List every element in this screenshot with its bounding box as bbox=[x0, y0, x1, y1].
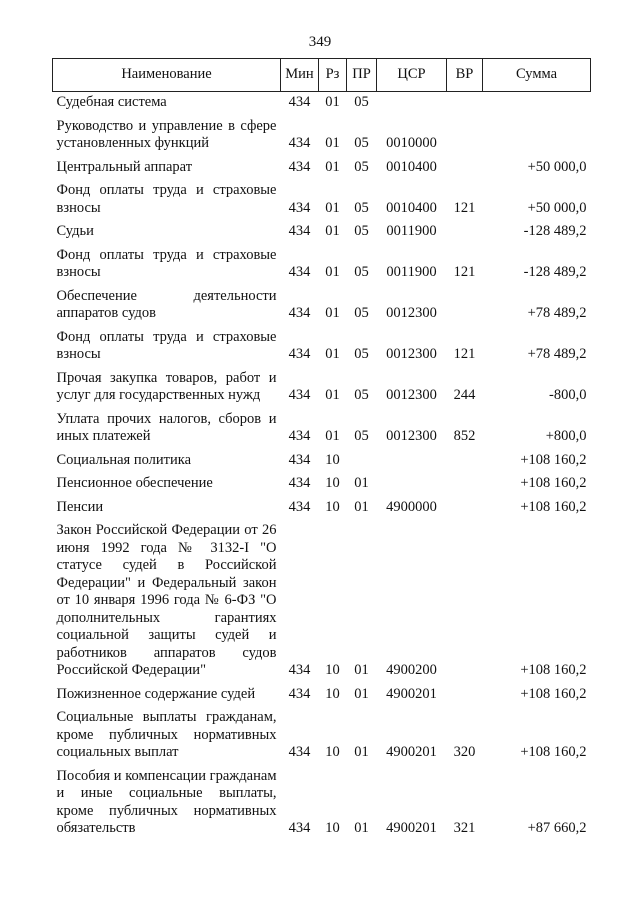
row-csr bbox=[377, 92, 447, 116]
row-pr: 05 bbox=[354, 135, 369, 151]
row-sum: +87 660,2 bbox=[527, 820, 587, 836]
table-row bbox=[53, 520, 591, 684]
budget-table bbox=[52, 58, 591, 842]
table-row bbox=[53, 327, 591, 368]
row-csr: 0012300 bbox=[386, 387, 437, 403]
row-sum: -800,0 bbox=[549, 387, 587, 403]
row-name: Фонд оплаты труда и страховые взносы bbox=[56, 182, 277, 216]
row-csr: 4900201 bbox=[386, 744, 437, 760]
row-name: Судьи bbox=[56, 223, 94, 239]
row-vr bbox=[447, 497, 483, 521]
row-csr: 4900200 bbox=[386, 662, 437, 678]
row-sum: -128 489,2 bbox=[523, 264, 587, 280]
row-name: Социальные выплаты гражданам, кроме публичных нормативных социальных выплат bbox=[56, 709, 277, 760]
table-row bbox=[53, 92, 591, 116]
row-rz: 01 bbox=[325, 346, 340, 362]
row-vr: 320 bbox=[453, 744, 476, 760]
header-csr: ЦСР bbox=[377, 59, 447, 92]
row-min: 434 bbox=[288, 451, 311, 468]
row-sum: +78 489,2 bbox=[527, 305, 587, 321]
table-row bbox=[53, 157, 591, 181]
row-sum: +108 160,2 bbox=[520, 498, 587, 515]
row-csr: 0010000 bbox=[386, 135, 437, 151]
table-row bbox=[53, 684, 591, 708]
row-sum bbox=[483, 92, 591, 116]
row-vr bbox=[447, 221, 483, 245]
table-row bbox=[53, 245, 591, 286]
row-sum: +78 489,2 bbox=[527, 346, 587, 362]
table-row bbox=[53, 450, 591, 474]
row-name: Закон Российской Федерации от 26 июня 1992 года № 3132-I "О статусе судей в Российской Федерации" и Федеральный закон от 10 января 1996 года № 6-ФЗ "О дополнительных гарантиях социальной защиты судей и работников аппаратов судов Российской Федерации" bbox=[56, 522, 277, 678]
row-csr: 0012300 bbox=[386, 428, 437, 444]
row-rz: 01 bbox=[325, 264, 340, 280]
row-rz: 01 bbox=[325, 199, 340, 216]
row-name: Пожизненное содержание судей bbox=[56, 685, 256, 702]
row-name: Руководство и управление в сфере установленных функций bbox=[56, 117, 277, 151]
table-header-row bbox=[53, 59, 591, 92]
row-csr: 4900201 bbox=[386, 820, 437, 836]
row-sum: +50 000,0 bbox=[527, 199, 587, 216]
row-min: 434 bbox=[288, 199, 311, 216]
row-sum: +108 160,2 bbox=[520, 662, 587, 678]
row-min: 434 bbox=[288, 387, 311, 403]
row-min: 434 bbox=[288, 428, 311, 444]
row-name: Обеспечение деятельности аппаратов судов bbox=[56, 287, 277, 321]
row-name: Прочая закупка товаров, работ и услуг для государственных нужд bbox=[56, 369, 277, 403]
row-rz: 10 bbox=[325, 662, 340, 678]
header-rz: Рз bbox=[319, 59, 347, 92]
row-min: 434 bbox=[288, 135, 311, 151]
row-pr: 01 bbox=[354, 498, 369, 515]
row-csr bbox=[377, 450, 447, 474]
row-pr: 05 bbox=[354, 199, 369, 216]
row-name: Уплата прочих налогов, сборов и иных платежей bbox=[56, 410, 277, 444]
row-csr: 0012300 bbox=[386, 346, 437, 362]
row-pr: 01 bbox=[354, 662, 369, 678]
row-pr: 05 bbox=[354, 346, 369, 362]
row-name: Фонд оплаты труда и страховые взносы bbox=[56, 246, 277, 280]
row-name: Фонд оплаты труда и страховые взносы bbox=[56, 328, 277, 362]
row-csr: 0010400 bbox=[386, 158, 437, 175]
header-min: Мин bbox=[281, 59, 319, 92]
row-csr: 0011900 bbox=[386, 264, 437, 280]
row-pr bbox=[347, 450, 377, 474]
row-vr bbox=[447, 157, 483, 181]
row-vr: 121 bbox=[453, 199, 476, 216]
row-pr: 05 bbox=[354, 158, 369, 175]
row-sum: +800,0 bbox=[545, 428, 587, 444]
row-csr: 0012300 bbox=[386, 305, 437, 321]
row-pr: 01 bbox=[354, 475, 369, 491]
table-row bbox=[53, 707, 591, 766]
table-row bbox=[53, 221, 591, 245]
row-min: 434 bbox=[288, 744, 311, 760]
row-csr: 4900201 bbox=[386, 685, 437, 702]
header-pr: ПР bbox=[347, 59, 377, 92]
row-pr: 05 bbox=[354, 223, 369, 239]
row-rz: 01 bbox=[325, 158, 340, 175]
row-min: 434 bbox=[288, 475, 311, 491]
row-min: 434 bbox=[288, 346, 311, 362]
row-pr: 01 bbox=[354, 744, 369, 760]
table-body bbox=[53, 92, 591, 842]
header-name: Наименование bbox=[53, 59, 281, 92]
row-vr bbox=[447, 520, 483, 684]
row-vr bbox=[447, 684, 483, 708]
row-min: 434 bbox=[288, 305, 311, 321]
row-name: Пенсионное обеспечение bbox=[56, 475, 213, 491]
table-row bbox=[53, 116, 591, 157]
row-name: Судебная система bbox=[56, 94, 167, 110]
row-sum bbox=[483, 116, 591, 157]
row-min: 434 bbox=[288, 498, 311, 515]
header-vr: ВР bbox=[447, 59, 483, 92]
row-vr bbox=[447, 286, 483, 327]
row-vr: 244 bbox=[453, 387, 476, 403]
row-pr: 05 bbox=[354, 305, 369, 321]
row-pr: 05 bbox=[354, 94, 369, 110]
row-rz: 01 bbox=[325, 428, 340, 444]
row-rz: 10 bbox=[325, 744, 340, 760]
row-vr bbox=[447, 116, 483, 157]
row-vr bbox=[447, 92, 483, 116]
row-min: 434 bbox=[288, 820, 311, 836]
row-rz: 10 bbox=[325, 820, 340, 836]
row-min: 434 bbox=[288, 662, 311, 678]
table-row bbox=[53, 497, 591, 521]
row-rz: 10 bbox=[325, 475, 340, 491]
row-rz: 01 bbox=[325, 94, 340, 110]
row-rz: 01 bbox=[325, 223, 340, 239]
row-vr: 121 bbox=[453, 264, 476, 280]
row-rz: 01 bbox=[325, 305, 340, 321]
row-sum: +108 160,2 bbox=[520, 744, 587, 760]
page-number: 349 bbox=[308, 34, 332, 50]
row-rz: 01 bbox=[325, 135, 340, 151]
row-name: Социальная политика bbox=[56, 451, 192, 468]
row-csr: 0011900 bbox=[386, 223, 437, 239]
row-pr: 05 bbox=[354, 387, 369, 403]
row-pr: 05 bbox=[354, 428, 369, 444]
row-rz: 10 bbox=[325, 498, 340, 515]
table-row bbox=[53, 286, 591, 327]
row-pr: 05 bbox=[354, 264, 369, 280]
table-row bbox=[53, 766, 591, 842]
table-row bbox=[53, 409, 591, 450]
row-vr: 321 bbox=[453, 820, 476, 836]
row-vr: 852 bbox=[453, 428, 476, 444]
row-name: Центральный аппарат bbox=[56, 158, 193, 175]
table-row bbox=[53, 473, 591, 497]
row-min: 434 bbox=[288, 94, 311, 110]
row-min: 434 bbox=[288, 264, 311, 280]
row-pr: 01 bbox=[354, 685, 369, 702]
row-vr bbox=[447, 450, 483, 474]
header-sum: Сумма bbox=[483, 59, 591, 92]
row-csr bbox=[377, 473, 447, 497]
row-pr: 01 bbox=[354, 820, 369, 836]
row-rz: 10 bbox=[325, 451, 340, 468]
row-vr bbox=[447, 473, 483, 497]
row-rz: 10 bbox=[325, 685, 340, 702]
row-sum: +108 160,2 bbox=[520, 685, 587, 702]
row-name: Пенсии bbox=[56, 498, 104, 515]
row-vr: 121 bbox=[453, 346, 476, 362]
row-min: 434 bbox=[288, 223, 311, 239]
row-rz: 01 bbox=[325, 387, 340, 403]
row-name: Пособия и компенсации гражданам и иные социальные выплаты, кроме публичных нормативных обязательств bbox=[56, 767, 277, 836]
table-row bbox=[53, 368, 591, 409]
row-csr: 4900000 bbox=[386, 498, 437, 515]
row-sum: -128 489,2 bbox=[523, 223, 587, 239]
row-sum: +108 160,2 bbox=[520, 475, 587, 491]
row-min: 434 bbox=[288, 158, 311, 175]
row-csr: 0010400 bbox=[386, 199, 437, 216]
row-sum: +50 000,0 bbox=[527, 158, 587, 175]
row-sum: +108 160,2 bbox=[520, 451, 587, 468]
table-row bbox=[53, 180, 591, 221]
row-min: 434 bbox=[288, 685, 311, 702]
